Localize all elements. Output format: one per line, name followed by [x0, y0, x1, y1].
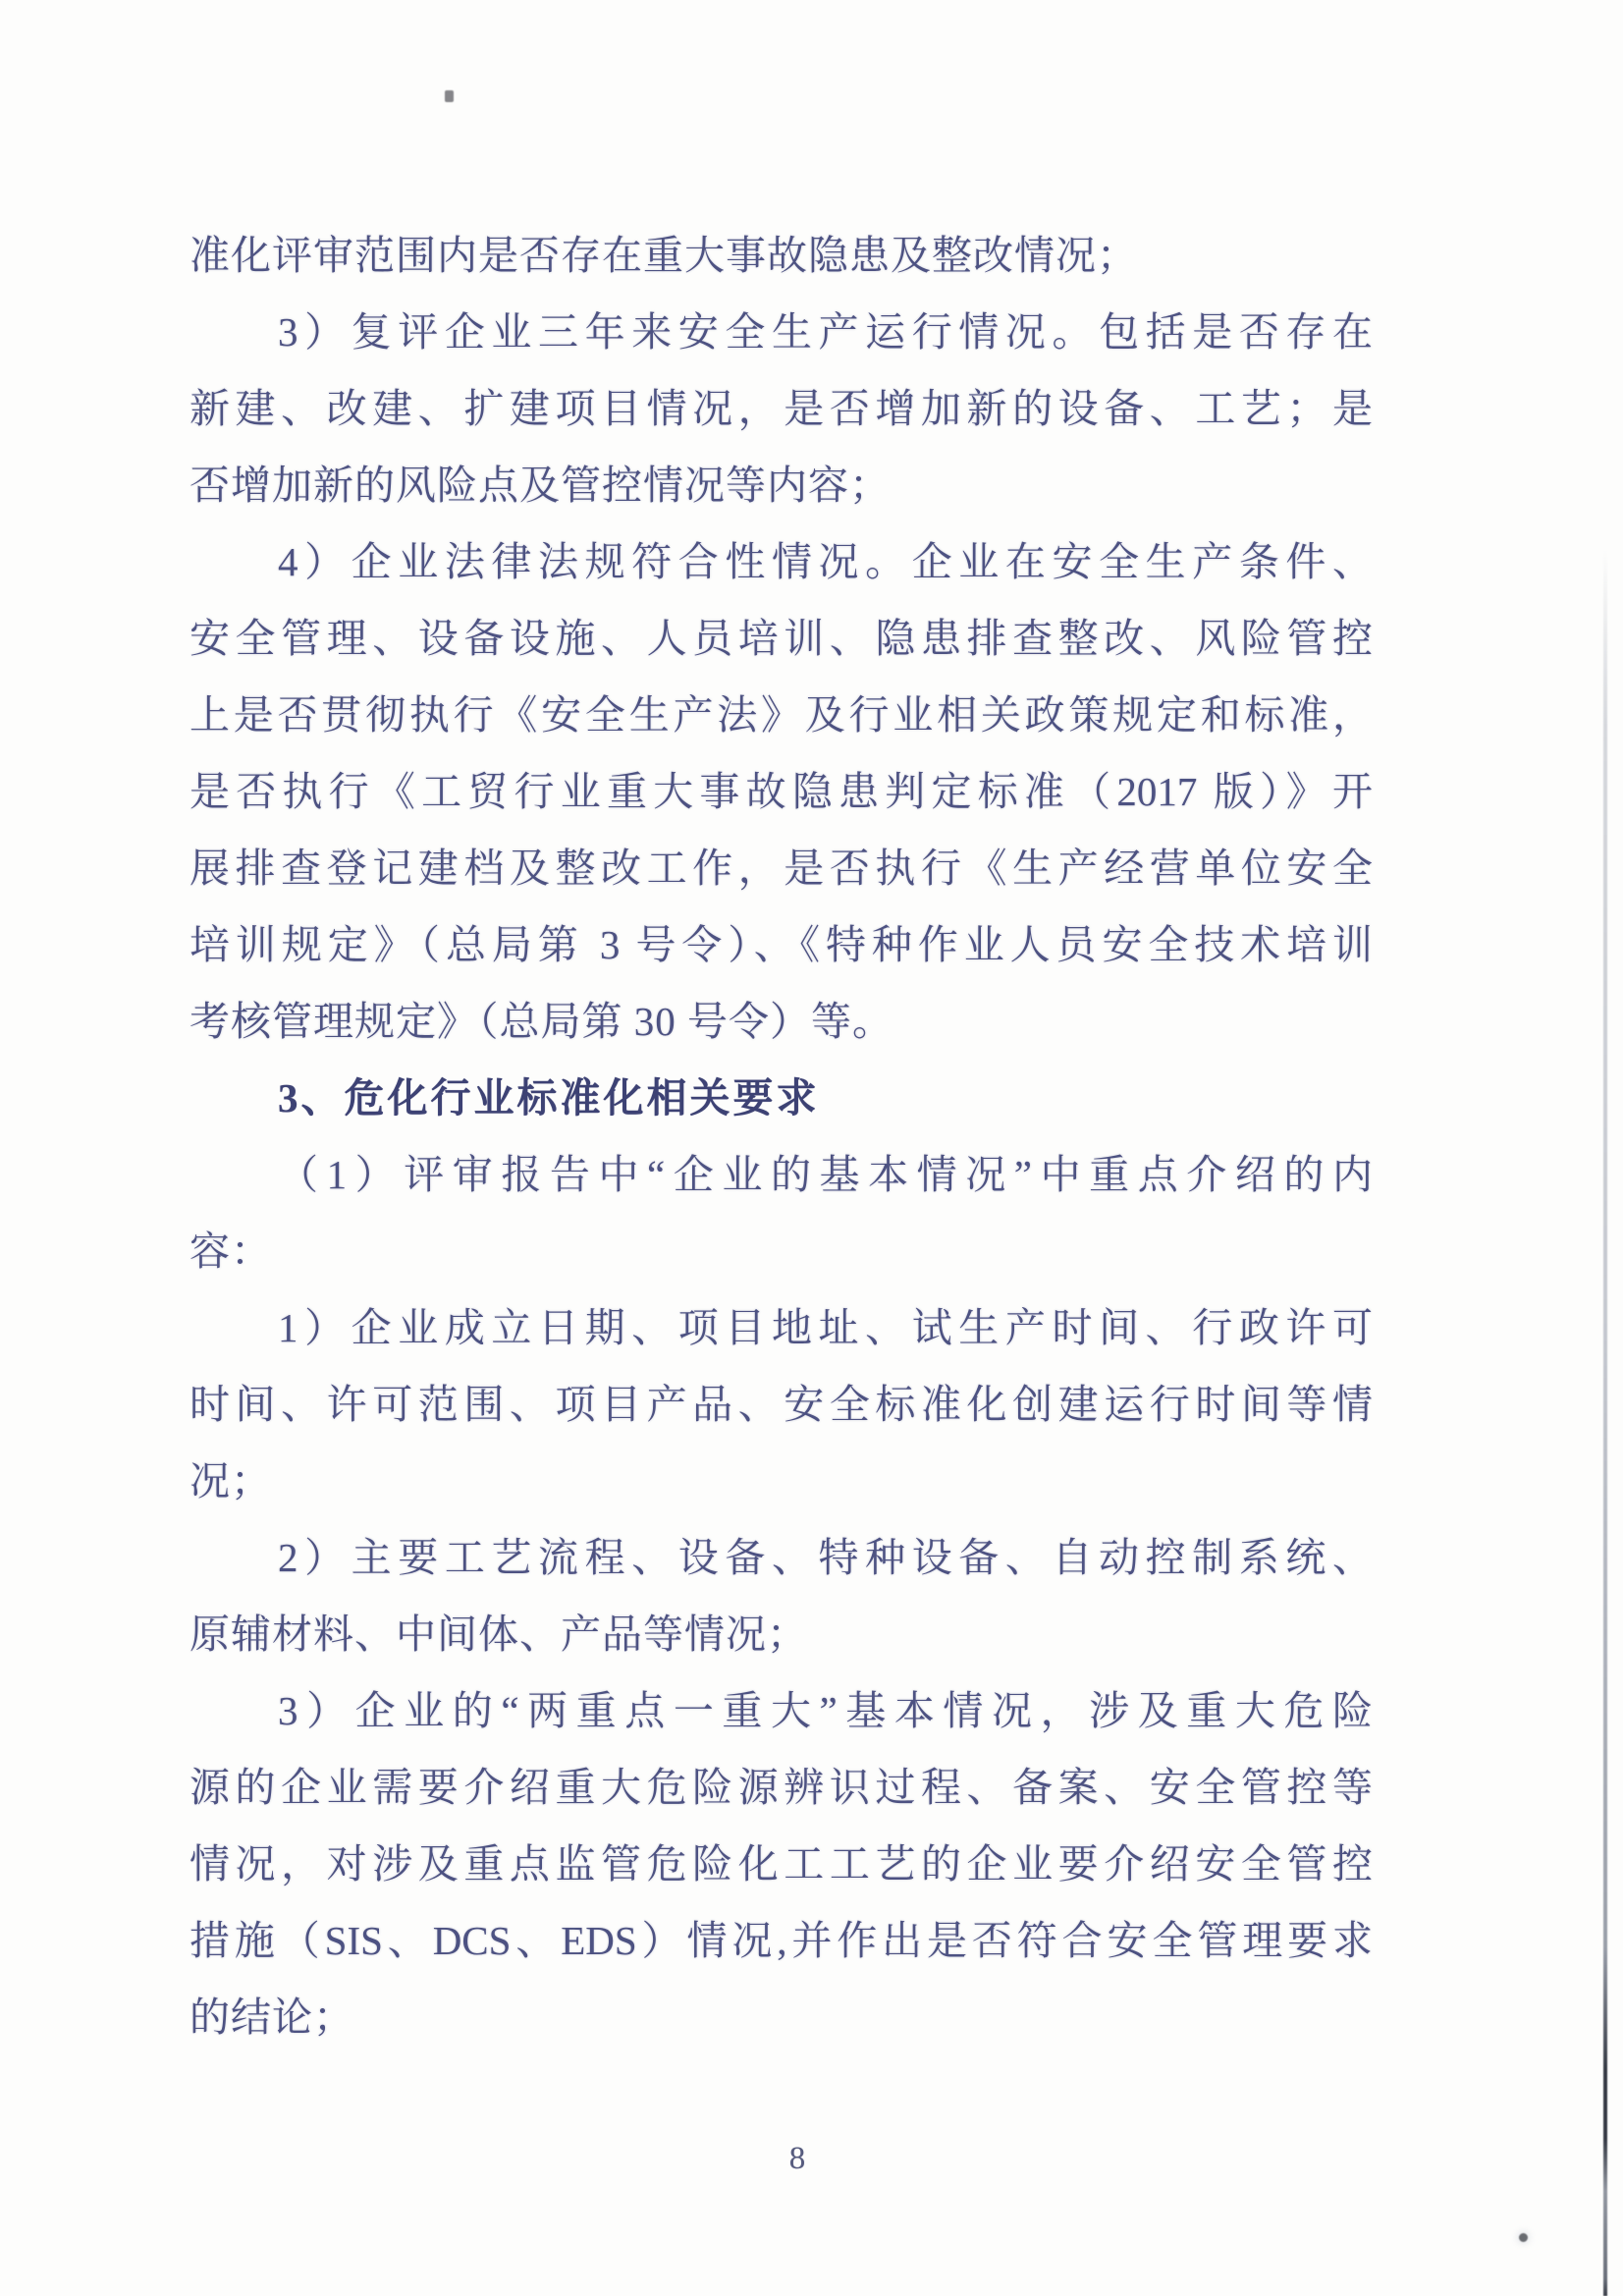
- text-line: 况；: [189, 1458, 272, 1503]
- scan-speck-artifact: [445, 90, 454, 102]
- text-line: 3）复评企业三年来安全生产运行情况。包括是否存在: [278, 309, 1373, 355]
- text-line: 情况，对涉及重点监管危险化工工艺的企业要介绍安全管控: [189, 1841, 1373, 1886]
- text-line: 否增加新的风险点及管控情况等内容；: [189, 463, 891, 508]
- page-number: 8: [788, 2141, 806, 2176]
- text-line: 展排查登记建档及整改工作，是否执行《生产经营单位安全: [189, 846, 1373, 891]
- text-line: （1）评审报告中“企业的基本情况”中重点介绍的内: [278, 1152, 1373, 1197]
- text-line: 措施（SIS、DCS、EDS）情况,并作出是否符合安全管理要求: [189, 1918, 1373, 1963]
- text-line: 准化评审范围内是否存在重大事故隐患及整改情况；: [189, 233, 1138, 278]
- text-line: 4）企业法律法规符合性情况。企业在安全生产条件、: [278, 539, 1373, 584]
- document-body: [189, 217, 1373, 2055]
- text-line: 1）企业成立日期、项目地址、试生产时间、行政许可: [278, 1305, 1373, 1350]
- scan-edge-artifact: [1603, 550, 1607, 2296]
- text-line: 容：: [189, 1229, 272, 1274]
- text-line: 的结论；: [189, 1995, 354, 2040]
- text-line: 原辅材料、中间体、产品等情况；: [189, 1612, 808, 1657]
- text-line: 时间、许可范围、项目产品、安全标准化创建运行时间等情: [189, 1382, 1373, 1427]
- section-heading: 3、危化行业标准化相关要求: [278, 1075, 820, 1121]
- text-line: 2）主要工艺流程、设备、特种设备、自动控制系统、: [278, 1535, 1373, 1580]
- text-line: 3）企业的“两重点一重大”基本情况，涉及重大危险: [278, 1688, 1373, 1733]
- text-line: 是否执行《工贸行业重大事故隐患判定标准（2017 版）》开: [189, 769, 1373, 814]
- text-line: 上是否贯彻执行《安全生产法》及行业相关政策规定和标准，: [189, 692, 1373, 738]
- text-line: 培训规定》（总局第 3 号令）、《特种作业人员安全技术培训: [189, 922, 1373, 967]
- text-line: 源的企业需要介绍重大危险源辨识过程、备案、安全管控等: [189, 1765, 1373, 1810]
- text-line: 新建、改建、扩建项目情况，是否增加新的设备、工艺；是: [189, 386, 1373, 431]
- text-line: 安全管理、设备设施、人员培训、隐患排查整改、风险管控: [189, 616, 1373, 661]
- scan-speck-artifact: [1519, 2233, 1528, 2242]
- text-line: 考核管理规定》（总局第 30 号令）等。: [189, 999, 893, 1044]
